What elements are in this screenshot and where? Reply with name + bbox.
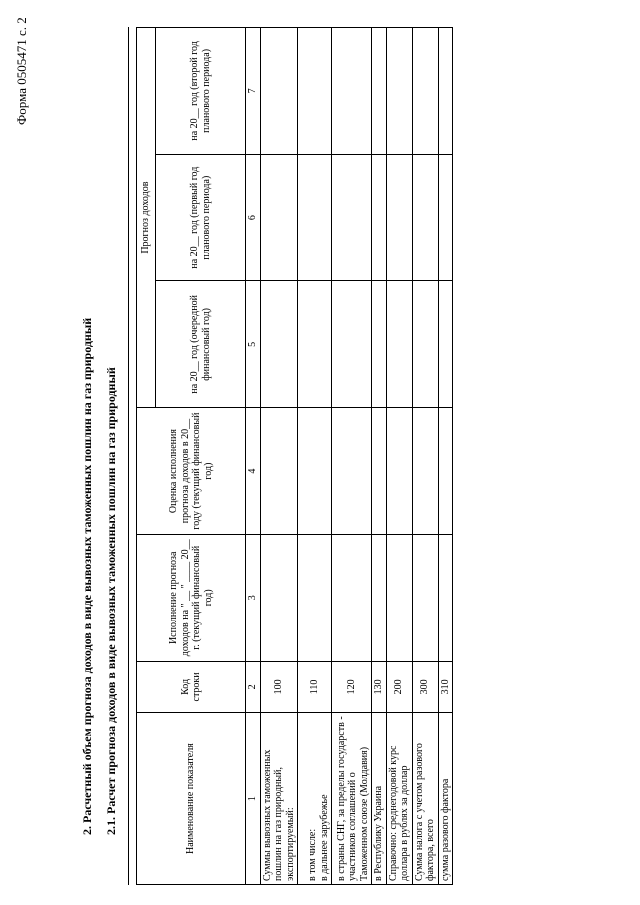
value-cell[interactable] <box>412 534 438 661</box>
value-cell[interactable] <box>260 408 298 535</box>
value-cell[interactable] <box>298 154 332 281</box>
table-row <box>298 28 332 885</box>
row-code: 200 <box>386 661 412 713</box>
value-cell[interactable] <box>438 154 453 281</box>
value-cell[interactable] <box>298 408 332 535</box>
value-cell[interactable] <box>260 281 298 408</box>
col-number: 4 <box>246 408 261 535</box>
value-cell[interactable] <box>386 154 412 281</box>
row-name: в том числе: в дальнее зарубежье <box>298 713 332 885</box>
value-cell[interactable] <box>332 154 372 281</box>
value-cell[interactable] <box>386 28 412 155</box>
section-title: 2. Расчетный объем прогноза доходов в виде вывозных таможенных пошлин на газ природный <box>80 317 94 835</box>
subsection-title: 2.1. Расчет прогноза доходов в виде вывозных таможенных пошлин на газ природный <box>104 367 118 835</box>
row-name: Сумма налога с учетом разового фактора, всего <box>412 713 438 885</box>
row-name: Суммы вывозных таможенных пошлин на газ природный, экспортируемый: <box>260 713 298 885</box>
row-code: 110 <box>298 661 332 713</box>
table-row <box>372 28 387 885</box>
row-code: 130 <box>372 661 387 713</box>
value-cell[interactable] <box>372 154 387 281</box>
row-code: 100 <box>260 661 298 713</box>
row-name: Справочно: среднегодовой курс доллара в рублях за доллар <box>386 713 412 885</box>
value-cell[interactable] <box>386 534 412 661</box>
value-cell[interactable] <box>412 28 438 155</box>
value-cell[interactable] <box>412 281 438 408</box>
value-cell[interactable] <box>412 154 438 281</box>
col-number: 1 <box>246 713 261 885</box>
value-cell[interactable] <box>372 408 387 535</box>
row-code: 310 <box>438 661 453 713</box>
table-row <box>332 28 372 885</box>
row-name: в Республику Украина <box>372 713 387 885</box>
value-cell[interactable] <box>438 28 453 155</box>
forecast-table <box>136 27 453 885</box>
row-name: сумма разового фактора <box>438 713 453 885</box>
row-code: 120 <box>332 661 372 713</box>
value-cell[interactable] <box>298 28 332 155</box>
value-cell[interactable] <box>332 408 372 535</box>
header-row-1 <box>137 28 156 885</box>
header-col7: на 20__ год (второй год планового периода) <box>156 28 246 155</box>
col-number: 7 <box>246 28 261 155</box>
value-cell[interactable] <box>332 28 372 155</box>
column-number-row <box>246 28 261 885</box>
header-col6: на 20__ год (первый год планового периода) <box>156 154 246 281</box>
table-row <box>386 28 412 885</box>
value-cell[interactable] <box>372 28 387 155</box>
value-cell[interactable] <box>438 408 453 535</box>
table-row <box>260 28 298 885</box>
col-number: 2 <box>246 661 261 713</box>
value-cell[interactable] <box>260 534 298 661</box>
row-code: 300 <box>412 661 438 713</box>
top-rule <box>128 27 129 885</box>
row-name: в страны СНГ, за пределы государств - участников соглашений о Таможенном союзе (Молдавия) <box>332 713 372 885</box>
value-cell[interactable] <box>260 28 298 155</box>
value-cell[interactable] <box>438 281 453 408</box>
value-cell[interactable] <box>372 534 387 661</box>
header-name: Наименование показателя <box>137 713 246 885</box>
header-col3: Исполнение прогноза доходов на " __ " ____ 20__ г. (текущий финансовый год) <box>137 534 246 661</box>
form-code: Форма 0505471 с. 2 <box>14 17 29 125</box>
table-row <box>438 28 453 885</box>
value-cell[interactable] <box>372 281 387 408</box>
header-code: Код строки <box>137 661 246 713</box>
value-cell[interactable] <box>412 408 438 535</box>
header-col4: Оценка исполнения прогноза доходов в 20__ году (текущий финансовый год) <box>137 408 246 535</box>
header-col5: на 20__ год (очередной финансовый год) <box>156 281 246 408</box>
col-number: 3 <box>246 534 261 661</box>
value-cell[interactable] <box>386 408 412 535</box>
col-number: 6 <box>246 154 261 281</box>
value-cell[interactable] <box>298 281 332 408</box>
value-cell[interactable] <box>298 534 332 661</box>
col-number: 5 <box>246 281 261 408</box>
value-cell[interactable] <box>386 281 412 408</box>
value-cell[interactable] <box>438 534 453 661</box>
value-cell[interactable] <box>332 281 372 408</box>
value-cell[interactable] <box>332 534 372 661</box>
header-forecast-group: Прогноз доходов <box>137 28 156 408</box>
value-cell[interactable] <box>260 154 298 281</box>
table-row <box>412 28 438 885</box>
